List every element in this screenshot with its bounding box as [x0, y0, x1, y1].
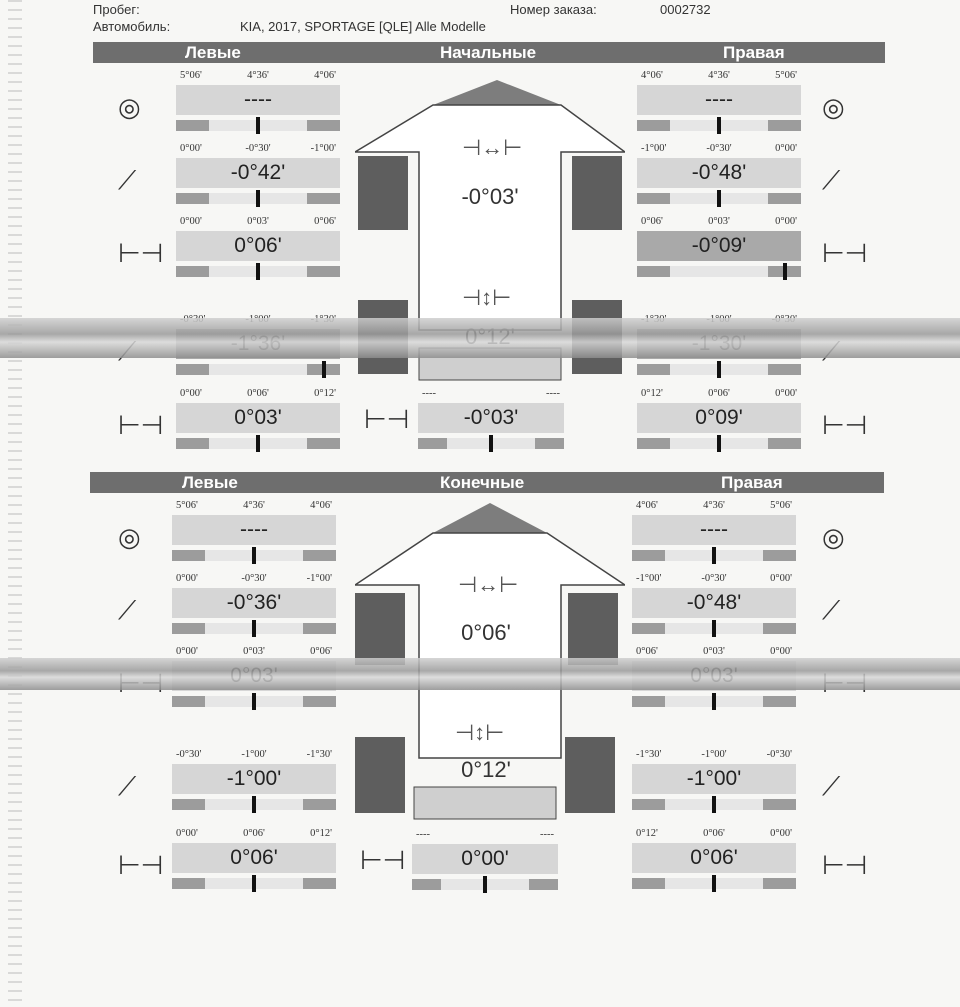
tolerance-gauge: [176, 193, 340, 204]
measured-value: 0°06': [172, 843, 336, 873]
toe-icon: ⊢⊣: [118, 410, 164, 440]
gauge-needle: [717, 435, 721, 452]
gauge-out-right: [763, 696, 796, 707]
scale-ticks: [172, 828, 336, 842]
final-center-title: Конечные: [440, 473, 525, 492]
tick-label: 0°00': [775, 388, 797, 399]
front-right-wheel: [572, 156, 622, 230]
gauge-out-right: [763, 799, 796, 810]
tick-label: 0°06': [636, 646, 658, 657]
measured-value: 0°06': [632, 843, 796, 873]
measured-value: -0°42': [176, 158, 340, 188]
tick-label: 4°06': [310, 500, 332, 511]
tick-label: -0°30': [706, 143, 732, 154]
gauge-needle: [252, 693, 256, 710]
tolerance-gauge: [176, 438, 340, 449]
front-left-wheel: [358, 156, 408, 230]
scale-ticks: [632, 749, 796, 763]
scale-ticks: [632, 573, 796, 587]
tolerance-gauge: [418, 438, 564, 449]
gauge-out-right: [768, 438, 801, 449]
gauge-out-right: [763, 878, 796, 889]
gauge-needle: [256, 117, 260, 134]
wheel-caster-icon: ◎: [822, 92, 845, 122]
tolerance-gauge: [176, 266, 340, 277]
tick-label: 0°12': [636, 828, 658, 839]
tick-label: -0°30': [766, 749, 792, 760]
tick-label: -1°30': [306, 749, 332, 760]
gauge-out-right: [303, 878, 336, 889]
tick-label: 0°00': [775, 216, 797, 227]
tick-label: 5°06': [775, 70, 797, 81]
mileage-label: Пробег:: [93, 2, 140, 17]
tick-label: 0°00': [775, 143, 797, 154]
gauge-out-left: [172, 550, 205, 561]
gauge-needle: [489, 435, 493, 452]
gauge-out-left: [176, 364, 209, 375]
tolerance-gauge: [172, 550, 336, 561]
gauge-needle: [712, 547, 716, 564]
scale-ticks: [176, 388, 340, 402]
gauge-out-right: [307, 266, 340, 277]
gauge-out-left: [637, 120, 670, 131]
gauge-out-left: [412, 879, 441, 890]
tick-label: -1°00': [306, 573, 332, 584]
gauge-out-left: [172, 878, 205, 889]
tick-label: 0°00': [770, 828, 792, 839]
gauge-out-left: [172, 799, 205, 810]
wheel-caster-icon: ◎: [822, 522, 845, 552]
initial-left-measure-1: [176, 143, 340, 205]
gauge-needle: [252, 875, 256, 892]
measured-value: -0°48': [632, 588, 796, 618]
gauge-out-right: [768, 120, 801, 131]
toe-icon: ⊢⊣: [822, 850, 868, 880]
gauge-out-right: [303, 696, 336, 707]
tick-label: ----: [546, 388, 560, 399]
measured-value: -0°36': [172, 588, 336, 618]
gauge-needle: [712, 620, 716, 637]
tick-label: 0°06': [247, 388, 269, 399]
camber-icon: ⟋: [822, 165, 841, 195]
initial-right-measure-0: [637, 70, 801, 132]
tick-label: ----: [422, 388, 436, 399]
initial-left-measure-0: [176, 70, 340, 132]
scale-ticks: [637, 70, 801, 84]
tolerance-gauge: [637, 120, 801, 131]
measured-value: 0°00': [412, 844, 558, 874]
gauge-out-left: [176, 193, 209, 204]
final-right-measure-1: [632, 573, 796, 635]
gauge-needle: [256, 190, 260, 207]
measured-value: -0°09': [637, 231, 801, 261]
scan-artifact-band: [0, 318, 960, 358]
gauge-needle: [252, 796, 256, 813]
tick-label: -1°00': [641, 143, 667, 154]
gauge-out-left: [637, 438, 670, 449]
front-axle-icon: ⊣↔⊢: [462, 135, 523, 160]
car-label: Автомобиль:: [93, 19, 171, 34]
tick-label: 0°03': [247, 216, 269, 227]
gauge-needle: [717, 117, 721, 134]
measured-value: 0°09': [637, 403, 801, 433]
tick-label: 5°06': [770, 500, 792, 511]
tolerance-gauge: [172, 799, 336, 810]
tolerance-gauge: [637, 266, 801, 277]
tick-label: -1°00': [701, 749, 727, 760]
final-left-title: Левые: [182, 473, 238, 492]
gauge-out-left: [176, 438, 209, 449]
tolerance-gauge: [632, 878, 796, 889]
scale-ticks: [637, 388, 801, 402]
final-right-title: Правая: [721, 473, 783, 492]
gauge-out-right: [303, 550, 336, 561]
tick-label: -0°30': [701, 573, 727, 584]
initial-left-measure-2: [176, 216, 340, 278]
final-right-measure-0: [632, 500, 796, 562]
gauge-out-left: [632, 878, 665, 889]
camber-icon: ⟋: [118, 165, 137, 195]
tick-label: 0°06': [641, 216, 663, 227]
gauge-out-left: [632, 799, 665, 810]
toe-icon: ⊢⊣: [118, 238, 164, 268]
gauge-out-left: [418, 438, 447, 449]
final-section-bar: [90, 472, 884, 493]
gauge-out-left: [637, 193, 670, 204]
tolerance-gauge: [172, 696, 336, 707]
tick-label: ----: [540, 829, 554, 840]
tick-label: 5°06': [180, 70, 202, 81]
measured-value: 0°03': [176, 403, 340, 433]
tick-label: -0°30': [245, 143, 271, 154]
measured-value: -0°03': [418, 403, 564, 433]
initial-left-title: Левые: [185, 43, 241, 62]
initial-front-total-toe: -0°03': [461, 184, 519, 209]
final-left-measure-4: [172, 828, 336, 890]
gauge-out-left: [632, 696, 665, 707]
gauge-needle: [712, 693, 716, 710]
tolerance-gauge: [632, 623, 796, 634]
tick-label: 0°12': [310, 828, 332, 839]
order-label: Номер заказа:: [510, 2, 597, 17]
tick-label: 0°00': [176, 573, 198, 584]
tick-label: -0°30': [176, 749, 202, 760]
tick-label: -1°00': [310, 143, 336, 154]
scale-ticks: [637, 216, 801, 230]
tick-label: 0°06': [314, 216, 336, 227]
tick-label: 0°00': [180, 216, 202, 227]
camber-icon: ⟋: [118, 595, 137, 625]
initial-right-measure-2: [637, 216, 801, 278]
toe-icon: ⊢⊣: [118, 850, 164, 880]
tick-label: 4°36': [243, 500, 265, 511]
gauge-out-right: [768, 193, 801, 204]
toe-icon: ⊢⊣: [364, 404, 410, 434]
initial-section-bar: [93, 42, 885, 63]
scale-ticks: [172, 573, 336, 587]
tick-label: 0°06': [243, 828, 265, 839]
scale-ticks: [176, 70, 340, 84]
measured-value: ----: [632, 515, 796, 545]
tick-label: 0°06': [310, 646, 332, 657]
gauge-out-right: [763, 623, 796, 634]
toe-icon: ⊢⊣: [822, 238, 868, 268]
gauge-out-left: [172, 623, 205, 634]
tick-label: 0°00': [180, 388, 202, 399]
order-value: 0002732: [660, 2, 711, 17]
gauge-out-left: [632, 623, 665, 634]
tick-label: -1°30': [636, 749, 662, 760]
tick-label: 0°03': [243, 646, 265, 657]
tick-label: 0°06': [703, 828, 725, 839]
tolerance-gauge: [632, 696, 796, 707]
gauge-needle: [252, 547, 256, 564]
toe-icon: ⊢⊣: [822, 410, 868, 440]
tick-label: 0°03': [708, 216, 730, 227]
gauge-out-right: [768, 364, 801, 375]
car-value: KIA, 2017, SPORTAGE [QLE] Alle Modelle: [240, 19, 486, 34]
tick-label: -1°00': [241, 749, 267, 760]
final-left-measure-3: [172, 749, 336, 811]
gauge-out-left: [176, 120, 209, 131]
gauge-out-right: [307, 438, 340, 449]
gauge-out-left: [176, 266, 209, 277]
tick-label: 0°12': [314, 388, 336, 399]
tick-label: 4°06': [641, 70, 663, 81]
tick-label: ----: [416, 829, 430, 840]
initial-right-title: Правая: [723, 43, 785, 62]
gauge-needle: [712, 796, 716, 813]
camber-icon: ⟋: [118, 771, 137, 801]
tolerance-gauge: [172, 878, 336, 889]
final-left-measure-1: [172, 573, 336, 635]
gauge-needle: [322, 361, 326, 378]
tick-label: 4°36': [708, 70, 730, 81]
scale-ticks: [637, 143, 801, 157]
gauge-out-right: [529, 879, 558, 890]
tolerance-gauge: [632, 550, 796, 561]
gauge-out-right: [307, 193, 340, 204]
gauge-needle: [717, 190, 721, 207]
gauge-needle: [256, 263, 260, 280]
wheel-caster-icon: ◎: [118, 522, 141, 552]
car-roof: [433, 80, 561, 105]
scale-ticks: [412, 829, 558, 843]
gauge-out-right: [303, 799, 336, 810]
tick-label: 4°36': [247, 70, 269, 81]
final-thrust-angle: [412, 829, 558, 891]
measured-value: -0°48': [637, 158, 801, 188]
tick-label: 0°12': [641, 388, 663, 399]
tolerance-gauge: [637, 438, 801, 449]
tolerance-gauge: [637, 364, 801, 375]
final-rear-total-toe: 0°12': [461, 757, 511, 782]
tolerance-gauge: [637, 193, 801, 204]
final-right-measure-3: [632, 749, 796, 811]
tick-label: 4°36': [703, 500, 725, 511]
tick-label: 5°06': [176, 500, 198, 511]
gauge-out-right: [307, 120, 340, 131]
scan-artifact-band: [0, 658, 960, 690]
gauge-needle: [252, 620, 256, 637]
scan-edge-artifact: [8, 0, 22, 1007]
initial-center-title: Начальные: [440, 43, 537, 62]
measured-value: ----: [172, 515, 336, 545]
scale-ticks: [418, 388, 564, 402]
tolerance-gauge: [176, 120, 340, 131]
gauge-out-left: [172, 696, 205, 707]
tolerance-gauge: [172, 623, 336, 634]
tick-label: 0°06': [708, 388, 730, 399]
tick-label: 0°00': [176, 828, 198, 839]
camber-icon: ⟋: [822, 771, 841, 801]
scale-ticks: [172, 500, 336, 514]
scale-ticks: [176, 216, 340, 230]
measured-value: 0°06': [176, 231, 340, 261]
scale-ticks: [176, 143, 340, 157]
gauge-out-left: [637, 364, 670, 375]
measured-value: -1°00': [632, 764, 796, 794]
measured-value: ----: [637, 85, 801, 115]
gauge-needle: [717, 361, 721, 378]
final-front-total-toe: 0°06': [461, 620, 511, 645]
gauge-out-left: [637, 266, 670, 277]
final-front-axle-icon: ⊣↔⊢: [458, 572, 519, 597]
gauge-out-right: [535, 438, 564, 449]
tolerance-gauge: [632, 799, 796, 810]
tick-label: 0°03': [703, 646, 725, 657]
gauge-needle: [483, 876, 487, 893]
initial-left-measure-4: [176, 388, 340, 450]
tick-label: 0°00': [770, 573, 792, 584]
tolerance-gauge: [176, 364, 340, 375]
rear-axle-icon: ⊣↕⊢: [462, 285, 512, 310]
measured-value: ----: [176, 85, 340, 115]
measured-value: -1°00': [172, 764, 336, 794]
scale-ticks: [632, 828, 796, 842]
gauge-out-right: [303, 623, 336, 634]
tick-label: 0°00': [180, 143, 202, 154]
initial-right-measure-1: [637, 143, 801, 205]
tick-label: 0°00': [176, 646, 198, 657]
final-right-measure-4: [632, 828, 796, 890]
gauge-out-left: [632, 550, 665, 561]
camber-icon: ⟋: [822, 595, 841, 625]
tick-label: -1°00': [636, 573, 662, 584]
tick-label: 0°00': [770, 646, 792, 657]
wheel-caster-icon: ◎: [118, 92, 141, 122]
toe-icon: ⊢⊣: [360, 845, 406, 875]
gauge-needle: [712, 875, 716, 892]
tick-label: 4°06': [636, 500, 658, 511]
initial-thrust-angle: [418, 388, 564, 450]
gauge-needle: [256, 435, 260, 452]
gauge-needle: [783, 263, 787, 280]
tick-label: -0°30': [241, 573, 267, 584]
tolerance-gauge: [412, 879, 558, 890]
tick-label: 4°06': [314, 70, 336, 81]
scale-ticks: [632, 500, 796, 514]
scale-ticks: [172, 749, 336, 763]
gauge-out-right: [763, 550, 796, 561]
initial-right-measure-4: [637, 388, 801, 450]
final-rear-axle-icon: ⊣↕⊢: [455, 720, 505, 745]
final-left-measure-0: [172, 500, 336, 562]
